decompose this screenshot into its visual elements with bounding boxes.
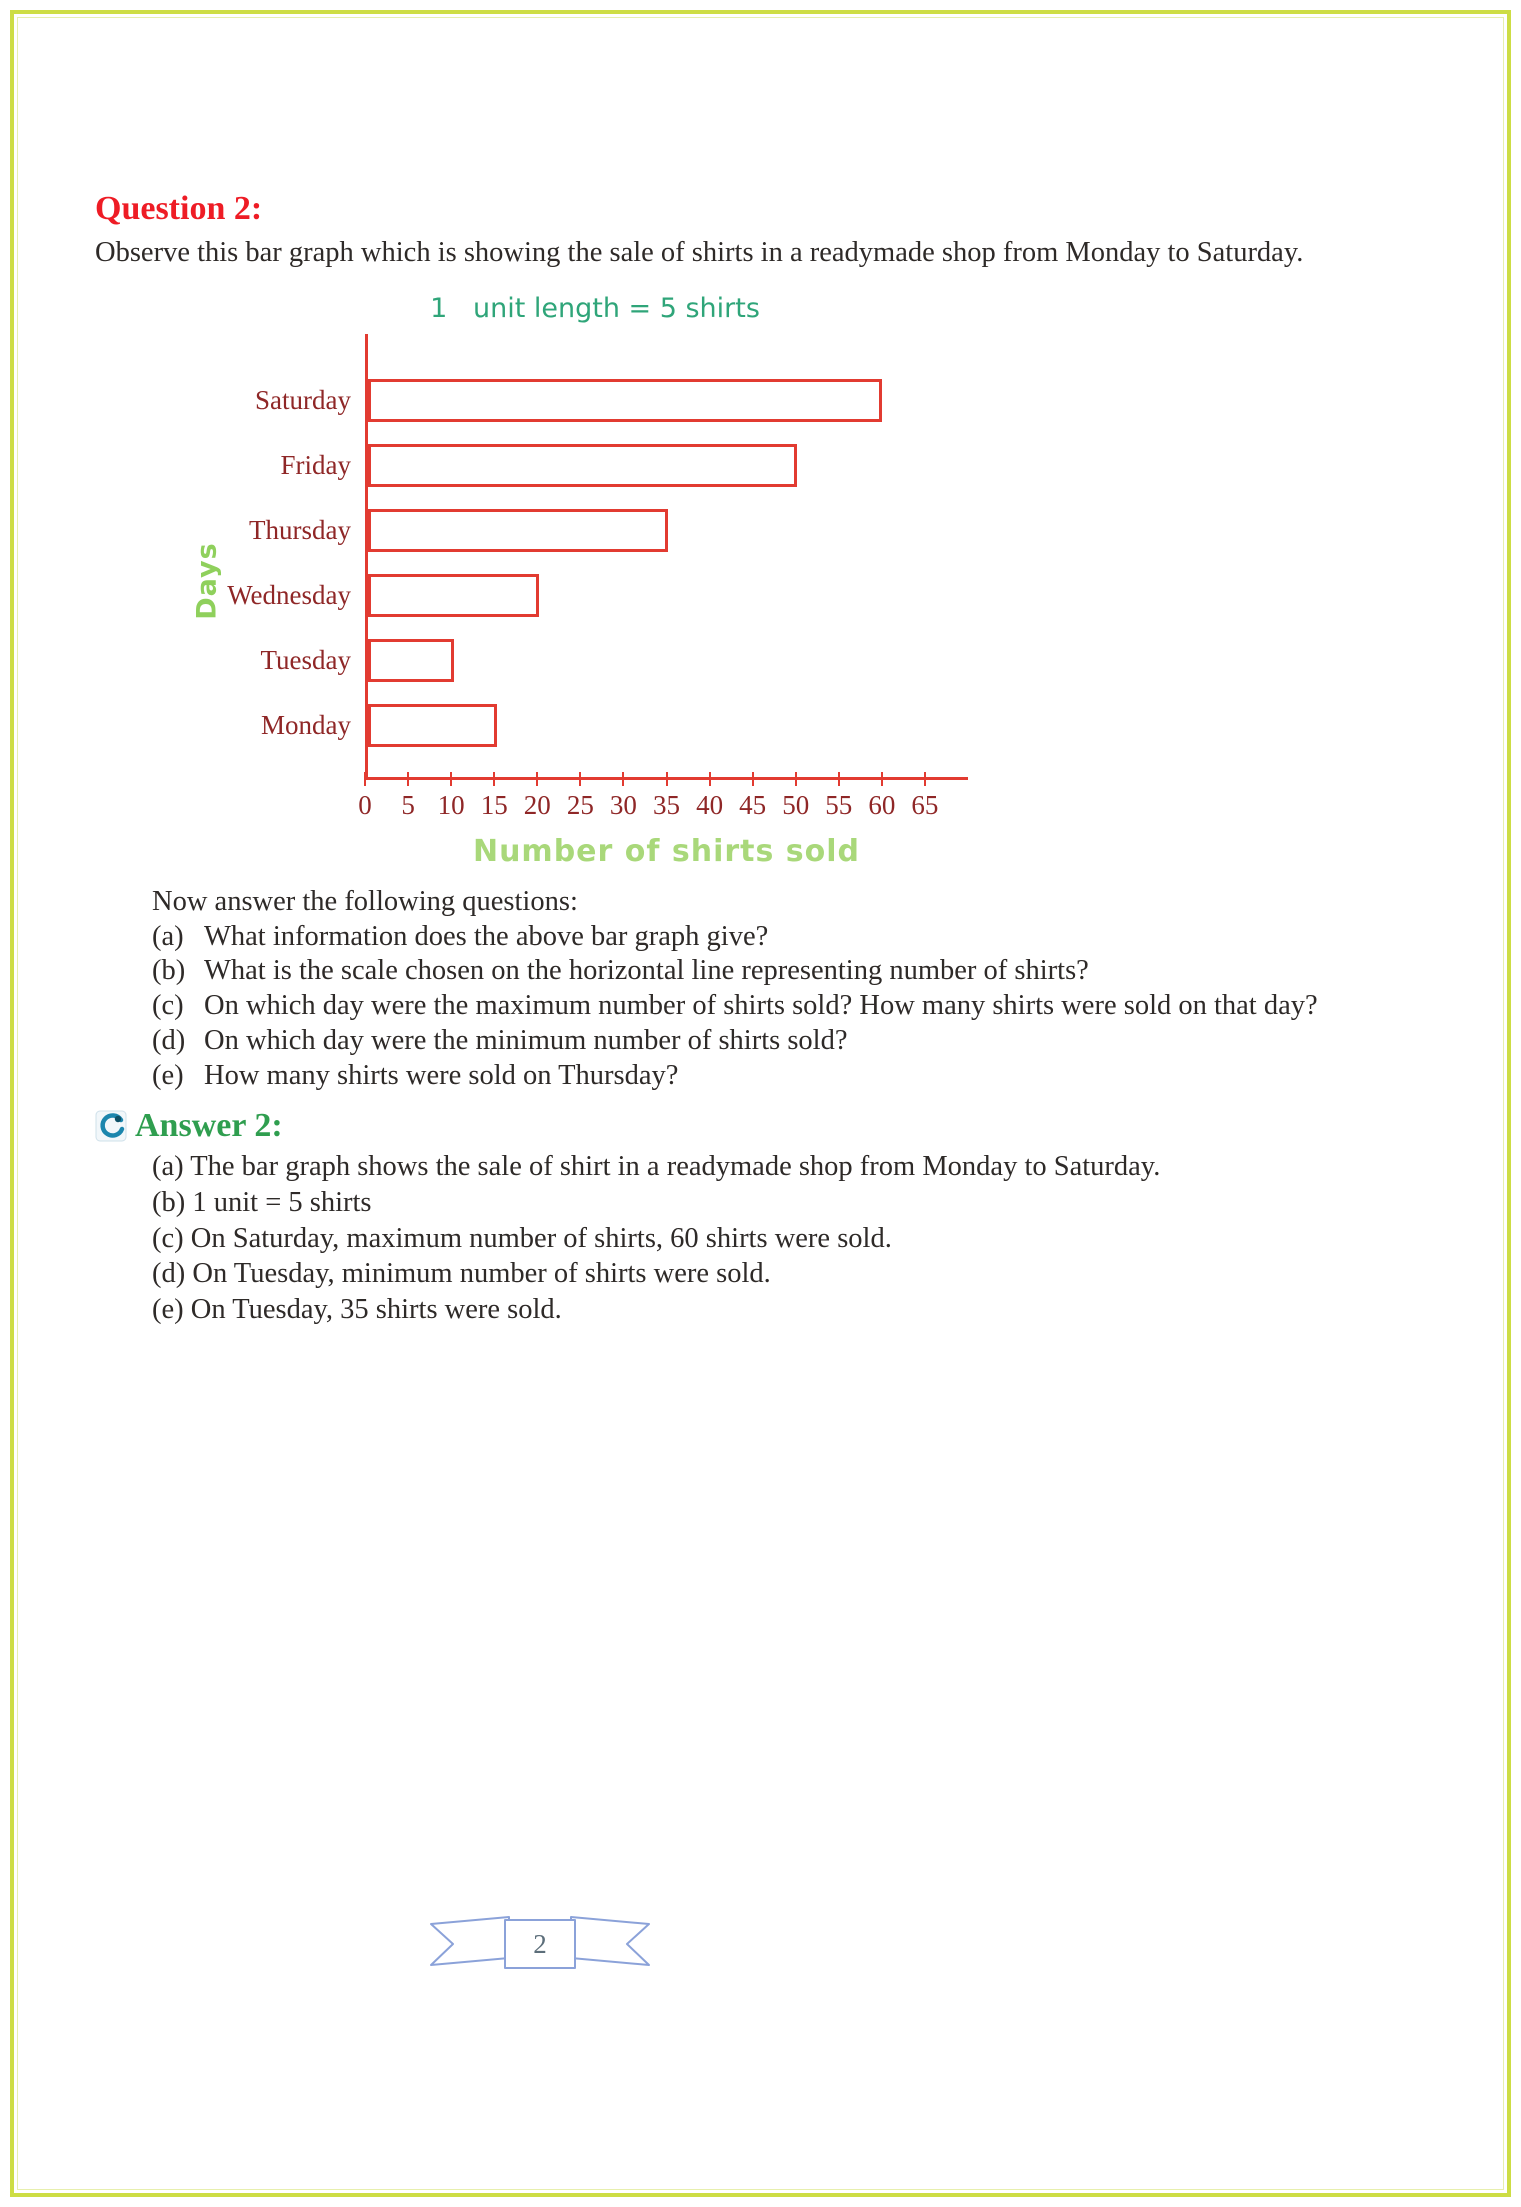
- x-tick-mark: [450, 772, 452, 786]
- chart-title: 1 unit length = 5 shirts: [430, 292, 760, 324]
- question-heading: Question 2:: [95, 190, 263, 227]
- question-text: On which day were the minimum number of shirts sold?: [204, 1024, 848, 1056]
- bar-track: [368, 433, 968, 498]
- bar-saturday: [368, 379, 882, 422]
- answer-label: (a): [152, 1151, 191, 1183]
- questions-block: [152, 885, 1426, 1094]
- question-item: [152, 1059, 1426, 1094]
- x-tick-mark: [752, 772, 754, 786]
- bar-row: [95, 563, 1426, 628]
- category-label-wednesday: Wednesday: [227, 579, 351, 610]
- bar-row: [95, 368, 1426, 433]
- question-item: [152, 989, 1426, 1024]
- bar-track: [368, 368, 968, 433]
- question-label: (c): [152, 990, 184, 1022]
- page-number-ribbon: [425, 1908, 655, 1985]
- category-label-tuesday: Tuesday: [260, 644, 351, 675]
- question-text: What information does the above bar graph give?: [204, 920, 769, 952]
- x-tick-label: 25: [566, 789, 594, 820]
- y-axis-label: Days: [191, 542, 223, 620]
- x-tick-mark: [493, 772, 495, 786]
- bar-wednesday: [368, 574, 539, 617]
- x-tick-label: 30: [609, 789, 637, 820]
- x-tick-label: 20: [523, 789, 551, 820]
- bar-track: [368, 693, 968, 758]
- answer-heading: Answer 2:: [135, 1107, 283, 1145]
- question-label: (e): [152, 1059, 184, 1091]
- bar-track: [368, 498, 968, 563]
- bar-rows: [95, 368, 1426, 758]
- page-number: 2: [533, 1929, 547, 1959]
- x-tick-label: 5: [401, 789, 415, 820]
- x-tick-mark: [838, 772, 840, 786]
- question-item: [152, 920, 1426, 955]
- answer-label: (d): [152, 1258, 193, 1290]
- x-tick-mark: [364, 772, 366, 786]
- ribbon-left-flag: [431, 1917, 509, 1965]
- bar-row: [95, 693, 1426, 758]
- x-tick-mark: [709, 772, 711, 786]
- x-tick-mark: [536, 772, 538, 786]
- question-intro: Observe this bar graph which is showing the sale of shirts in a readymade shop from Monday to Saturday.: [95, 237, 1304, 268]
- x-tick-mark: [666, 772, 668, 786]
- x-tick-label: 55: [825, 789, 853, 820]
- x-tick-label: 0: [358, 789, 372, 820]
- x-axis-label: Number of shirts sold: [472, 833, 861, 869]
- bar-track: [368, 628, 968, 693]
- answers-block: [152, 1149, 1426, 1327]
- x-tick-mark: [407, 772, 409, 786]
- category-label-monday: Monday: [261, 709, 351, 740]
- x-tick-mark: [579, 772, 581, 786]
- x-tick-label: 60: [868, 789, 896, 820]
- ribbon-right-flag: [571, 1917, 649, 1965]
- bar-row: [95, 628, 1426, 693]
- question-text: On which day were the maximum number of shirts sold? How many shirts were sold on that day?: [204, 990, 1318, 1022]
- y-axis-line: [365, 334, 368, 780]
- category-label-saturday: Saturday: [255, 384, 351, 415]
- x-tick-mark: [924, 772, 926, 786]
- question-list: [152, 920, 1426, 1094]
- bar-row: [95, 498, 1426, 563]
- x-tick-label: 35: [653, 789, 680, 820]
- category-label-thursday: Thursday: [249, 514, 351, 545]
- answer-item: (d) On Tuesday, minimum number of shirts were sold.: [152, 1258, 771, 1290]
- question-label: (b): [152, 955, 186, 987]
- answer-item: (e) On Tuesday, 35 shirts were sold.: [152, 1293, 562, 1325]
- brand-logo-icon: [95, 1110, 127, 1142]
- x-tick-mark: [622, 772, 624, 786]
- x-tick-mark: [795, 772, 797, 786]
- answer-item: (a) The bar graph shows the sale of shirt in a readymade shop from Monday to Saturday.: [152, 1151, 1161, 1183]
- bar-friday: [368, 444, 797, 487]
- question-label: (d): [152, 1024, 186, 1056]
- x-axis-ticks: [358, 780, 968, 834]
- answer-item: (c) On Saturday, maximum number of shirts, 60 shirts were sold.: [152, 1222, 892, 1254]
- question-item: [152, 1024, 1426, 1059]
- x-tick-label: 10: [437, 789, 465, 820]
- bar-chart: [95, 293, 1426, 869]
- x-tick-label: 40: [696, 789, 724, 820]
- question-text: How many shirts were sold on Thursday?: [204, 1059, 679, 1091]
- answer-item: (b) 1 unit = 5 shirts: [152, 1186, 372, 1218]
- chart-plot-area: [95, 334, 1426, 780]
- answer-heading-row: [95, 1107, 1426, 1145]
- answer-label: (e): [152, 1293, 191, 1325]
- x-tick-label: 65: [911, 789, 939, 820]
- x-tick-label: 15: [480, 789, 508, 820]
- now-answer-line: Now answer the following questions:: [152, 885, 578, 917]
- bar-monday: [368, 704, 497, 747]
- question-item: [152, 954, 1426, 989]
- x-tick-label: 50: [782, 789, 810, 820]
- question-label: (a): [152, 920, 184, 952]
- question-text: What is the scale chosen on the horizontal line representing number of shirts?: [204, 955, 1089, 987]
- x-tick-mark: [881, 772, 883, 786]
- answer-label: (c): [152, 1222, 191, 1254]
- category-label-friday: Friday: [280, 449, 351, 480]
- bar-thursday: [368, 509, 668, 552]
- bar-row: [95, 433, 1426, 498]
- bar-tuesday: [368, 639, 454, 682]
- bar-track: [368, 563, 968, 628]
- answer-label: (b): [152, 1186, 193, 1218]
- x-tick-label: 45: [739, 789, 767, 820]
